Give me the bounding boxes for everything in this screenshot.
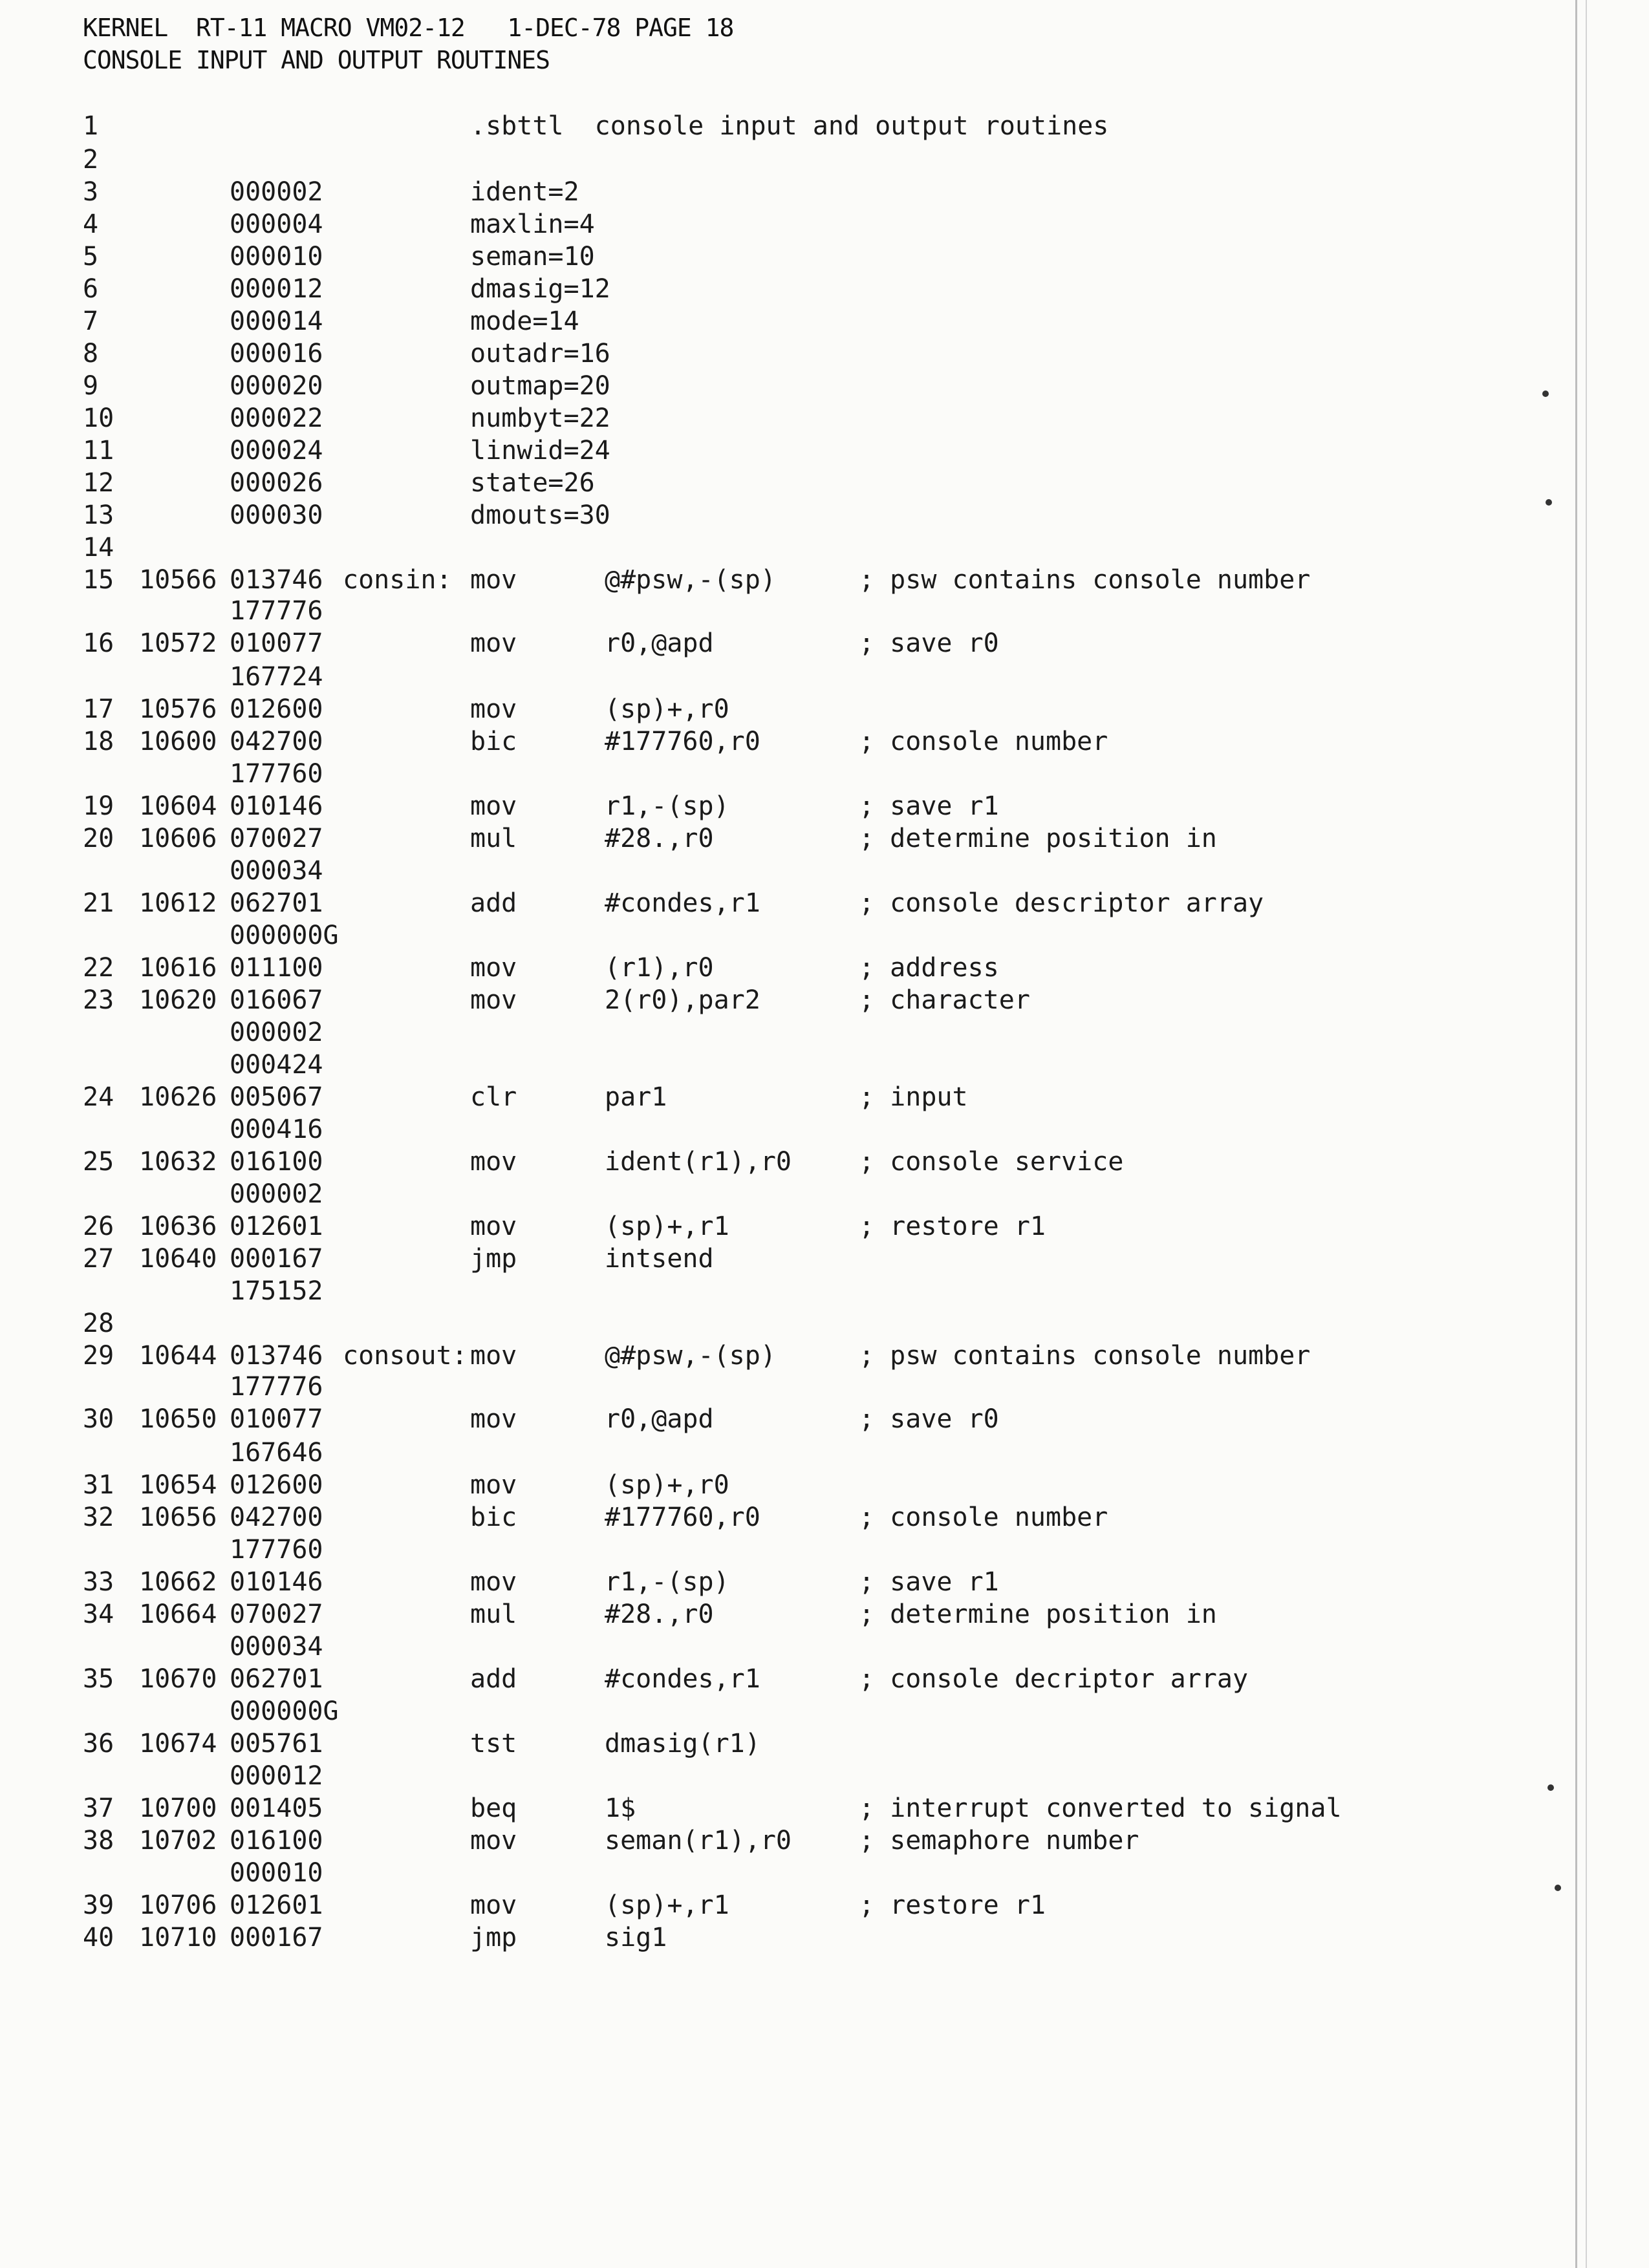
opcode: add	[470, 1664, 517, 1694]
object-code: 177776	[230, 596, 323, 626]
opcode: clr	[470, 1082, 517, 1112]
opcode: add	[470, 888, 517, 918]
object-code: 016100	[230, 1147, 323, 1177]
comment: ; console number	[859, 1503, 1108, 1532]
listing-line	[0, 1889, 1552, 1921]
operands: par1	[605, 1082, 667, 1112]
listing-line	[0, 1049, 1552, 1081]
object-code: 000034	[230, 856, 323, 886]
scan-speck	[1547, 1784, 1554, 1791]
opcode: mov	[470, 1212, 517, 1241]
listing-line	[0, 531, 1552, 564]
address: 10662	[139, 1567, 217, 1597]
opcode: mov	[470, 694, 517, 724]
object-code: 016100	[230, 1826, 323, 1856]
line-number: 17	[83, 694, 114, 724]
listing-line	[0, 1403, 1552, 1435]
object-code: 010077	[230, 1404, 323, 1434]
line-number: 16	[83, 628, 114, 658]
line-number: 28	[83, 1309, 114, 1338]
address: 10620	[139, 985, 217, 1015]
object-code: 177776	[230, 1372, 323, 1402]
opcode: mov	[470, 565, 517, 595]
object-code: 005067	[230, 1082, 323, 1112]
comment: ; console service	[859, 1147, 1124, 1177]
operands: (r1),r0	[605, 953, 714, 983]
directive: outmap=20	[470, 371, 610, 401]
object-code: 167724	[230, 662, 323, 692]
line-number: 25	[83, 1147, 114, 1177]
object-code: 000024	[230, 436, 323, 465]
address: 10670	[139, 1664, 217, 1694]
object-code: 012601	[230, 1212, 323, 1241]
address: 10626	[139, 1082, 217, 1112]
object-code: 010146	[230, 791, 323, 821]
object-code: 175152	[230, 1276, 323, 1306]
line-number: 35	[83, 1664, 114, 1694]
opcode: mov	[470, 1890, 517, 1920]
opcode: mov	[470, 1147, 517, 1177]
operands: r0,@apd	[605, 1404, 714, 1434]
listing-line	[0, 1469, 1552, 1501]
address: 10706	[139, 1890, 217, 1920]
listing-line	[0, 1340, 1552, 1372]
listing-line	[0, 1566, 1552, 1598]
listing-line	[0, 499, 1552, 531]
comment: ; save r0	[859, 628, 999, 658]
object-code: 042700	[230, 727, 323, 756]
opcode: mov	[470, 1341, 517, 1371]
listing-line	[0, 822, 1552, 855]
object-code: 000010	[230, 242, 323, 272]
object-code: 000030	[230, 500, 323, 530]
opcode: mul	[470, 1599, 517, 1629]
operands: seman(r1),r0	[605, 1826, 792, 1856]
operands: 1$	[605, 1793, 636, 1823]
line-number: 6	[83, 274, 99, 304]
line-number: 30	[83, 1404, 114, 1434]
listing-line	[0, 370, 1552, 402]
opcode: jmp	[470, 1923, 517, 1952]
comment: ; psw contains console number	[859, 1341, 1311, 1371]
line-number: 3	[83, 177, 99, 207]
address: 10606	[139, 824, 217, 853]
line-number: 2	[83, 145, 99, 175]
page-edge-line	[1575, 0, 1577, 2268]
directive: dmasig=12	[470, 274, 610, 304]
listing-line	[0, 1307, 1552, 1340]
line-number: 18	[83, 727, 114, 756]
line-number: 26	[83, 1212, 114, 1241]
line-number: 20	[83, 824, 114, 853]
line-number: 39	[83, 1890, 114, 1920]
line-number: 38	[83, 1826, 114, 1856]
object-code: 000026	[230, 468, 323, 498]
operands: #28.,r0	[605, 1599, 714, 1629]
label: consout:	[343, 1341, 468, 1371]
comment: ; restore r1	[859, 1890, 1046, 1920]
object-code: 000014	[230, 306, 323, 336]
line-number: 4	[83, 209, 99, 239]
address: 10654	[139, 1470, 217, 1500]
line-number: 23	[83, 985, 114, 1015]
opcode: mov	[470, 628, 517, 658]
operands: 2(r0),par2	[605, 985, 760, 1015]
address: 10632	[139, 1147, 217, 1177]
listing-line	[0, 1760, 1552, 1792]
listing-line	[0, 305, 1552, 337]
listing-line	[0, 627, 1552, 659]
listing-line	[0, 1016, 1552, 1049]
operands: sig1	[605, 1923, 667, 1952]
line-number: 33	[83, 1567, 114, 1597]
directive: dmouts=30	[470, 500, 610, 530]
line-number: 11	[83, 436, 114, 465]
operands: ident(r1),r0	[605, 1147, 792, 1177]
page-edge-line	[1586, 0, 1587, 2268]
listing-line	[0, 1857, 1552, 1889]
object-code: 010146	[230, 1567, 323, 1597]
listing-line	[0, 273, 1552, 305]
label: consin:	[343, 565, 452, 595]
line-number: 12	[83, 468, 114, 498]
opcode: mov	[470, 985, 517, 1015]
listing-line	[0, 661, 1552, 693]
opcode: mov	[470, 953, 517, 983]
line-number: 1	[83, 111, 99, 141]
listing-line	[0, 1695, 1552, 1728]
listing-line	[0, 725, 1552, 758]
address: 10616	[139, 953, 217, 983]
object-code: 177760	[230, 1535, 323, 1565]
listing-line	[0, 208, 1552, 241]
line-number: 22	[83, 953, 114, 983]
object-code: 000020	[230, 371, 323, 401]
address: 10640	[139, 1244, 217, 1274]
comment: ; input	[859, 1082, 968, 1112]
line-number: 27	[83, 1244, 114, 1274]
address: 10702	[139, 1826, 217, 1856]
listing-line	[0, 241, 1552, 273]
listing-line	[0, 1371, 1552, 1403]
listing-line	[0, 595, 1552, 627]
operands: (sp)+,r0	[605, 694, 729, 724]
listing-line	[0, 467, 1552, 499]
object-code: 000167	[230, 1244, 323, 1274]
comment: ; save r1	[859, 1567, 999, 1597]
object-code: 000016	[230, 339, 323, 369]
comment: ; console descriptor array	[859, 888, 1264, 918]
listing-line	[0, 887, 1552, 919]
object-code: 000004	[230, 209, 323, 239]
object-code: 013746	[230, 1341, 323, 1371]
comment: ; interrupt converted to signal	[859, 1793, 1342, 1823]
listing-line	[0, 1792, 1552, 1824]
operands: #177760,r0	[605, 1503, 760, 1532]
scan-speck	[1555, 1885, 1561, 1891]
comment: ; semaphore number	[859, 1826, 1139, 1856]
address: 10650	[139, 1404, 217, 1434]
object-code: 167646	[230, 1438, 323, 1468]
object-code: 000012	[230, 1761, 323, 1791]
operands: @#psw,-(sp)	[605, 565, 776, 595]
listing-line	[0, 1663, 1552, 1695]
address: 10644	[139, 1341, 217, 1371]
line-number: 7	[83, 306, 99, 336]
listing-line	[0, 1178, 1552, 1210]
object-code: 010077	[230, 628, 323, 658]
object-code: 177760	[230, 759, 323, 789]
object-code: 070027	[230, 824, 323, 853]
directive: ident=2	[470, 177, 579, 207]
directive: numbyt=22	[470, 403, 610, 433]
line-number: 13	[83, 500, 114, 530]
listing-line	[0, 564, 1552, 596]
object-code: 000002	[230, 1179, 323, 1209]
address: 10600	[139, 727, 217, 756]
address: 10566	[139, 565, 217, 595]
listing-line	[0, 144, 1552, 176]
line-number: 32	[83, 1503, 114, 1532]
listing-line	[0, 919, 1552, 952]
listing-line	[0, 176, 1552, 208]
object-code: 070027	[230, 1599, 323, 1629]
listing-line	[0, 1824, 1552, 1857]
listing-line	[0, 1631, 1552, 1663]
listing-line	[0, 1598, 1552, 1631]
header-subtitle: CONSOLE INPUT AND OUTPUT ROUTINES	[83, 46, 550, 74]
object-code: 000010	[230, 1858, 323, 1888]
listing-line	[0, 758, 1552, 790]
line-number: 8	[83, 339, 99, 369]
comment: ; psw contains console number	[859, 565, 1311, 595]
comment: ; address	[859, 953, 999, 983]
listing-line	[0, 984, 1552, 1016]
operands: r1,-(sp)	[605, 791, 729, 821]
opcode: bic	[470, 727, 517, 756]
object-code: 016067	[230, 985, 323, 1015]
listing-line	[0, 693, 1552, 725]
object-code: 000416	[230, 1115, 323, 1144]
opcode: mov	[470, 1404, 517, 1434]
object-code: 000012	[230, 274, 323, 304]
operands: (sp)+,r0	[605, 1470, 729, 1500]
line-number: 31	[83, 1470, 114, 1500]
object-code: 000000G	[230, 921, 339, 950]
operands: (sp)+,r1	[605, 1212, 729, 1241]
address: 10700	[139, 1793, 217, 1823]
opcode: mov	[470, 1567, 517, 1597]
listing-line	[0, 1210, 1552, 1243]
directive: outadr=16	[470, 339, 610, 369]
address: 10572	[139, 628, 217, 658]
directive: .sbttl console input and output routines	[470, 111, 1109, 141]
listing-line	[0, 1728, 1552, 1760]
directive: maxlin=4	[470, 209, 595, 239]
line-number: 37	[83, 1793, 114, 1823]
address: 10604	[139, 791, 217, 821]
operands: intsend	[605, 1244, 714, 1274]
object-code: 000034	[230, 1632, 323, 1662]
opcode: mul	[470, 824, 517, 853]
listing-line	[0, 1534, 1552, 1566]
directive: mode=14	[470, 306, 579, 336]
operands: #condes,r1	[605, 1664, 760, 1694]
operands: #condes,r1	[605, 888, 760, 918]
opcode: beq	[470, 1793, 517, 1823]
scan-speck	[1542, 390, 1549, 397]
listing-line	[0, 1921, 1552, 1954]
object-code: 062701	[230, 1664, 323, 1694]
listing-line	[0, 402, 1552, 434]
address: 10664	[139, 1599, 217, 1629]
object-code: 011100	[230, 953, 323, 983]
comment: ; save r1	[859, 791, 999, 821]
scan-speck	[1546, 499, 1552, 506]
line-number: 40	[83, 1923, 114, 1952]
line-number: 24	[83, 1082, 114, 1112]
operands: @#psw,-(sp)	[605, 1341, 776, 1371]
listing-line	[0, 1081, 1552, 1113]
opcode: mov	[470, 1826, 517, 1856]
line-number: 21	[83, 888, 114, 918]
object-code: 000167	[230, 1923, 323, 1952]
line-number: 19	[83, 791, 114, 821]
address: 10612	[139, 888, 217, 918]
address: 10656	[139, 1503, 217, 1532]
comment: ; character	[859, 985, 1030, 1015]
listing-line	[0, 790, 1552, 822]
listing-line	[0, 952, 1552, 984]
directive: state=26	[470, 468, 595, 498]
object-code: 062701	[230, 888, 323, 918]
opcode: bic	[470, 1503, 517, 1532]
line-number: 34	[83, 1599, 114, 1629]
comment: ; determine position in	[859, 1599, 1217, 1629]
line-number: 15	[83, 565, 114, 595]
directive: linwid=24	[470, 436, 610, 465]
object-code: 013746	[230, 565, 323, 595]
line-number: 36	[83, 1729, 114, 1759]
object-code: 042700	[230, 1503, 323, 1532]
operands: (sp)+,r1	[605, 1890, 729, 1920]
listing-line	[0, 1146, 1552, 1178]
listing-line	[0, 337, 1552, 370]
comment: ; console decriptor array	[859, 1664, 1249, 1694]
opcode: jmp	[470, 1244, 517, 1274]
opcode: tst	[470, 1729, 517, 1759]
operands: #28.,r0	[605, 824, 714, 853]
address: 10576	[139, 694, 217, 724]
object-code: 012600	[230, 694, 323, 724]
operands: r1,-(sp)	[605, 1567, 729, 1597]
object-code: 012601	[230, 1890, 323, 1920]
directive: seman=10	[470, 242, 595, 272]
object-code: 005761	[230, 1729, 323, 1759]
object-code: 000000G	[230, 1696, 339, 1726]
operands: r0,@apd	[605, 628, 714, 658]
listing-line	[0, 1437, 1552, 1469]
address: 10674	[139, 1729, 217, 1759]
listing-line	[0, 1275, 1552, 1307]
opcode: mov	[470, 791, 517, 821]
object-code: 000002	[230, 1018, 323, 1047]
address: 10710	[139, 1923, 217, 1952]
listing-line	[0, 855, 1552, 887]
line-number: 10	[83, 403, 114, 433]
listing-line	[0, 1113, 1552, 1146]
line-number: 9	[83, 371, 99, 401]
comment: ; determine position in	[859, 824, 1217, 853]
opcode: mov	[470, 1470, 517, 1500]
comment: ; restore r1	[859, 1212, 1046, 1241]
listing-line	[0, 434, 1552, 467]
object-code: 000022	[230, 403, 323, 433]
object-code: 012600	[230, 1470, 323, 1500]
header-title: KERNEL RT-11 MACRO VM02-12 1-DEC-78 PAGE 18	[83, 14, 734, 42]
line-number: 5	[83, 242, 99, 272]
comment: ; save r0	[859, 1404, 999, 1434]
listing-line	[0, 1501, 1552, 1534]
operands: #177760,r0	[605, 727, 760, 756]
listing-line	[0, 1243, 1552, 1275]
comment: ; console number	[859, 727, 1108, 756]
object-code: 000002	[230, 177, 323, 207]
address: 10636	[139, 1212, 217, 1241]
listing-line	[0, 110, 1552, 142]
operands: dmasig(r1)	[605, 1729, 760, 1759]
line-number: 29	[83, 1341, 114, 1371]
object-code: 000424	[230, 1050, 323, 1080]
object-code: 001405	[230, 1793, 323, 1823]
line-number: 14	[83, 533, 114, 562]
